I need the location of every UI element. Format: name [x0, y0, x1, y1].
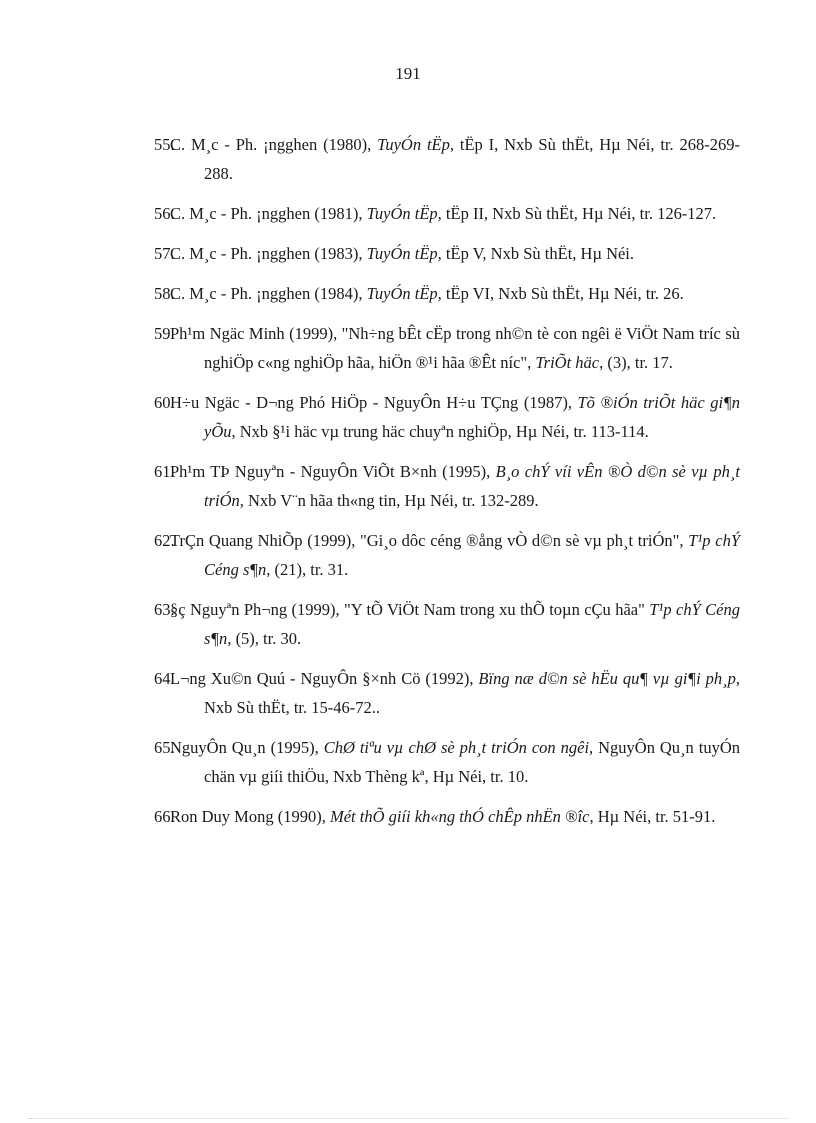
reference-segment: , (5), tr. 30.	[227, 629, 302, 648]
reference-segment: , tËp II, Nxb Sù thËt, Hµ Néi, tr. 126-127.	[437, 204, 717, 223]
reference-segment: Ron Duy Mong (1990),	[170, 807, 330, 826]
reference-number: 66.	[154, 807, 175, 826]
reference-segment: , tËp I, Nxb Sù thËt, Hµ Néi, tr. 268-269-288.	[204, 135, 740, 183]
reference-number: 65.	[154, 738, 175, 757]
reference-number: 58.	[154, 284, 175, 303]
reference-segment: , tËp V, Nxb Sù thËt, Hµ Néi.	[437, 244, 635, 263]
reference-title: TuyÓn tËp	[366, 284, 438, 303]
reference-text	[170, 388, 740, 446]
reference-segment: L¬ng Xu©n Quú - NguyÔn §×nh Cö (1992),	[170, 669, 479, 688]
reference-list	[0, 130, 816, 842]
reference-item	[0, 802, 816, 831]
reference-item	[0, 526, 816, 584]
reference-item	[0, 130, 816, 188]
reference-segment: Ph¹m Ngäc Minh (1999), "Nh÷ng bÊt cËp trong nh©n tè con ngêi ë ViÖt Nam tríc sù nghiÖp c«ng nghiÖp hãa, hiÖn ®¹i hãa ®Êt níc",	[170, 324, 740, 372]
reference-item	[0, 199, 816, 228]
reference-segment: , tËp VI, Nxb Sù thËt, Hµ Néi, tr. 26.	[437, 284, 684, 303]
reference-number: 59.	[154, 324, 175, 343]
reference-title: ChØ tiªu vµ chØ sè ph¸t triÓn con ngêi	[323, 738, 590, 757]
reference-title: T¹p chÝ Céng s¶n	[204, 531, 740, 579]
reference-item	[0, 664, 816, 722]
reference-segment: TrÇn Quang NhiÕp (1999), "Gi¸o dôc céng ®ång vÒ d©n sè vµ ph¸t triÓn",	[170, 531, 689, 550]
reference-segment: , Nxb §¹i häc vµ trung häc chuyªn nghiÖp, Hµ Néi, tr. 113-114.	[231, 422, 649, 441]
reference-segment: , Hµ Néi, tr. 51-91.	[589, 807, 716, 826]
reference-title: Tõ ®iÓn triÕt häc gi¶n yÕu	[204, 393, 741, 441]
reference-segment: , (21), tr. 31.	[266, 560, 349, 579]
reference-segment: H÷u Ngäc - D¬ng Phó HiÖp - NguyÔn H÷u TÇng (1987),	[170, 393, 578, 412]
reference-title: TuyÓn tËp	[366, 244, 438, 263]
reference-segment: , Nxb V¨n hãa th«ng tin, Hµ Néi, tr. 132-289.	[239, 491, 539, 510]
reference-text	[170, 130, 740, 188]
reference-item	[0, 457, 816, 515]
reference-segment: C. M¸c - Ph. ¡ngghen (1984),	[170, 284, 367, 303]
reference-number: 56.	[154, 204, 175, 223]
reference-title: TriÕt häc	[535, 353, 600, 372]
reference-segment: C. M¸c - Ph. ¡ngghen (1981),	[170, 204, 367, 223]
reference-segment: Ph¹m TÞ Nguyªn - NguyÔn ViÕt B×nh (1995),	[170, 462, 496, 481]
reference-title: TuyÓn tËp	[377, 135, 450, 154]
reference-text	[170, 526, 740, 584]
reference-segment: NguyÔn Qu¸n (1995),	[170, 738, 324, 757]
reference-number: 55.	[154, 135, 175, 154]
reference-number: 62.	[154, 531, 175, 550]
reference-title: T¹p chÝ Céng s¶n	[204, 600, 741, 648]
reference-item	[0, 595, 816, 653]
reference-text	[170, 199, 740, 228]
reference-text	[170, 733, 740, 791]
reference-number: 64.	[154, 669, 175, 688]
reference-segment: , Nxb Sù thËt, tr. 15-46-72..	[204, 669, 740, 717]
reference-text	[170, 319, 740, 377]
reference-text	[170, 664, 740, 722]
reference-text	[170, 239, 740, 268]
reference-text	[170, 279, 740, 308]
page-bottom-divider	[28, 1118, 788, 1119]
reference-title: Bïng næ d©n sè hËu qu¶ vµ gi¶i ph¸p	[478, 669, 736, 688]
reference-text	[170, 595, 740, 653]
reference-segment: §ç Nguyªn Ph¬ng (1999), "Y tÕ ViÖt Nam trong xu thÕ toµn cÇu hãa"	[170, 600, 650, 619]
reference-number: 61.	[154, 462, 175, 481]
reference-title: B¸o chÝ víi vÊn ®Ò d©n sè vµ ph¸t triÓn	[204, 462, 740, 510]
reference-item	[0, 319, 816, 377]
reference-segment: , (3), tr. 17.	[599, 353, 673, 372]
reference-number: 63.	[154, 600, 175, 619]
reference-segment: C. M¸c - Ph. ¡ngghen (1980),	[170, 135, 378, 154]
reference-item	[0, 733, 816, 791]
page-number: 191	[395, 64, 421, 83]
reference-segment: C. M¸c - Ph. ¡ngghen (1983),	[170, 244, 367, 263]
reference-number: 60.	[154, 393, 175, 412]
reference-text	[170, 457, 740, 515]
reference-item	[0, 279, 816, 308]
reference-number: 57.	[154, 244, 175, 263]
reference-text	[170, 802, 740, 831]
reference-item	[0, 388, 816, 446]
reference-title: Mét thÕ giíi kh«ng thÓ chÊp nhËn ®îc	[329, 807, 590, 826]
reference-segment: , NguyÔn Qu¸n tuyÓn chän vµ giíi thiÖu, Nxb Thèng kª, Hµ Néi, tr. 10.	[204, 738, 740, 786]
reference-item	[0, 239, 816, 268]
reference-title: TuyÓn tËp	[366, 204, 438, 223]
